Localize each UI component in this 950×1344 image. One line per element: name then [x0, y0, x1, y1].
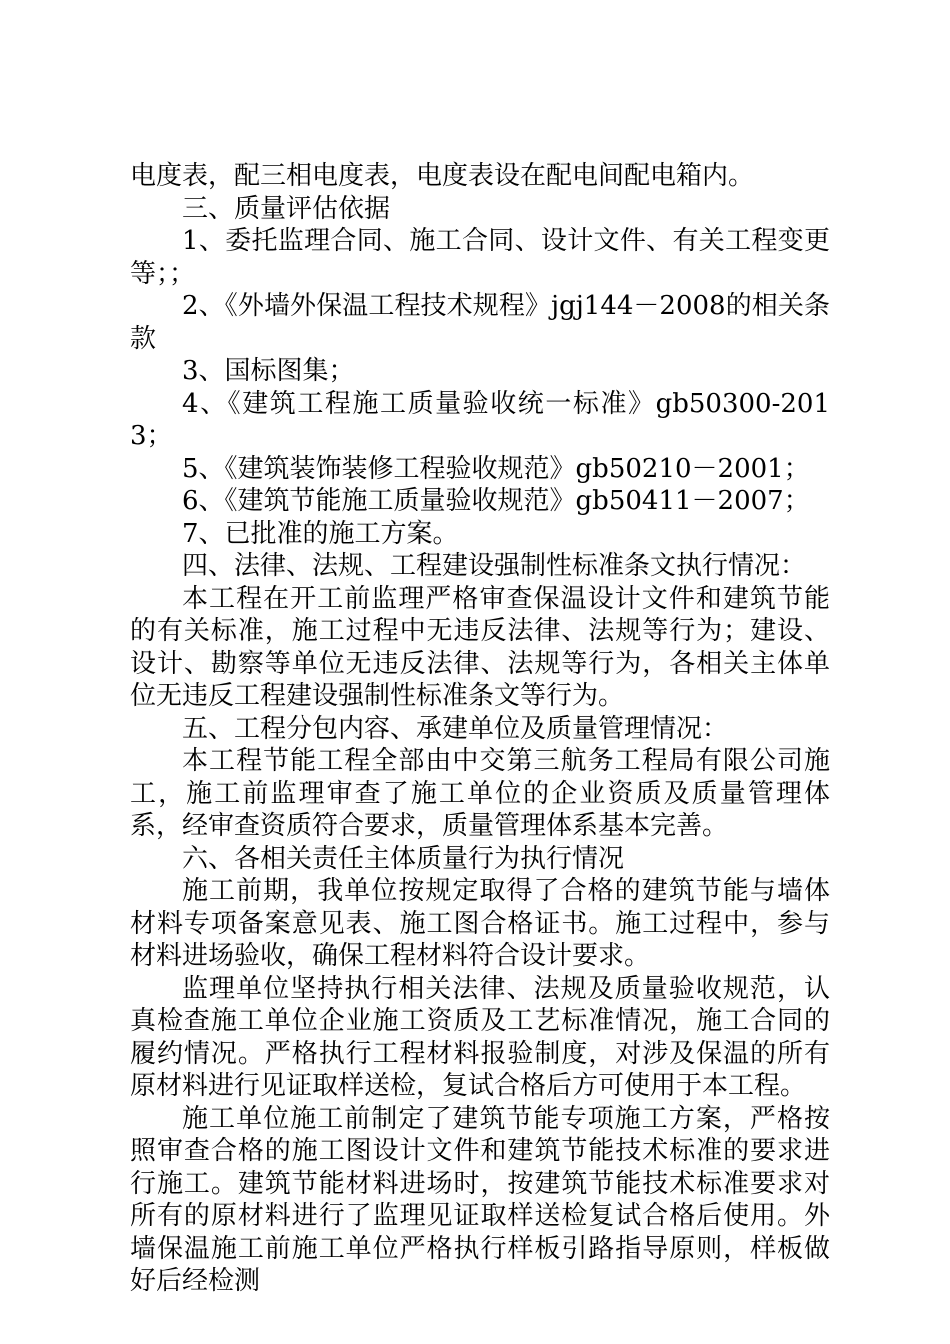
paragraph-law-compliance: 本工程在开工前监理严格审查保温设计文件和建筑节能的有关标准，施工过程中无违反法律、法规等行为；建设、设计、勘察等单位无违反法律、法规等行为，各相关主体单位无违反工程建设强制性标准条文等行为。 [130, 583, 830, 711]
basis-item-5: 5、《建筑装饰装修工程验收规范》gb50210－2001； [182, 453, 810, 484]
basis-item-2: 2、《外墙外保温工程技术规程》jgj144－2008的相关条款 [130, 291, 830, 354]
basis-item-6: 6、《建筑节能施工质量验收规范》gb50411－2007； [182, 486, 810, 516]
basis-item-3: 3、国标图集； [182, 356, 355, 386]
section-heading-3: 三、质量评估依据 [182, 193, 391, 224]
section-heading-6: 六、各相关责任主体质量行为执行情况 [182, 843, 625, 874]
paragraph-continuation: 电度表，配三相电度表，电度表设在配电间配电箱内。 [130, 161, 755, 191]
section-heading-4: 四、法律、法规、工程建设强制性标准条文执行情况： [182, 551, 807, 581]
paragraph-construction-early: 施工前期，我单位按规定取得了合格的建筑节能与墙体材料专项备案意见表、施工图合格证书。施工过程中，参与材料进场验收，确保工程材料符合设计要求。 [130, 876, 830, 971]
basis-item-7: 7、已批准的施工方案。 [182, 518, 459, 549]
basis-item-1: 1、委托监理合同、施工合同、设计文件、有关工程变更等；； [130, 226, 830, 289]
paragraph-subcontract: 本工程节能工程全部由中交第三航务工程局有限公司施工，施工前监理审查了施工单位的企业资质及质量管理体系，经审查资质符合要求，质量管理体系基本完善。 [130, 746, 830, 841]
section-heading-5: 五、工程分包内容、承建单位及质量管理情况： [182, 713, 729, 744]
paragraph-contractor: 施工单位施工前制定了建筑节能专项施工方案，严格按照审查合格的施工图设计文件和建筑节能技术标准的要求进行施工。建筑节能材料进场时，按建筑节能技术标准要求对所有的原材料进行了监理见证取样送检复试合格后使用。外墙保温施工前施工单位严格执行样板引路指导原则，样板做好后经检测 [130, 1103, 830, 1296]
basis-item-4: 4、《建筑工程施工质量验收统一标准》gb50300-2013； [130, 388, 830, 451]
document-body [130, 160, 830, 1298]
paragraph-supervision: 监理单位坚持执行相关法律、法规及质量验收规范，认真检查施工单位企业施工资质及工艺标准情况，施工合同的履约情况。严格执行工程材料报验制度，对涉及保温的所有原材料进行见证取样送检，复试合格后方可使用于本工程。 [130, 973, 830, 1101]
